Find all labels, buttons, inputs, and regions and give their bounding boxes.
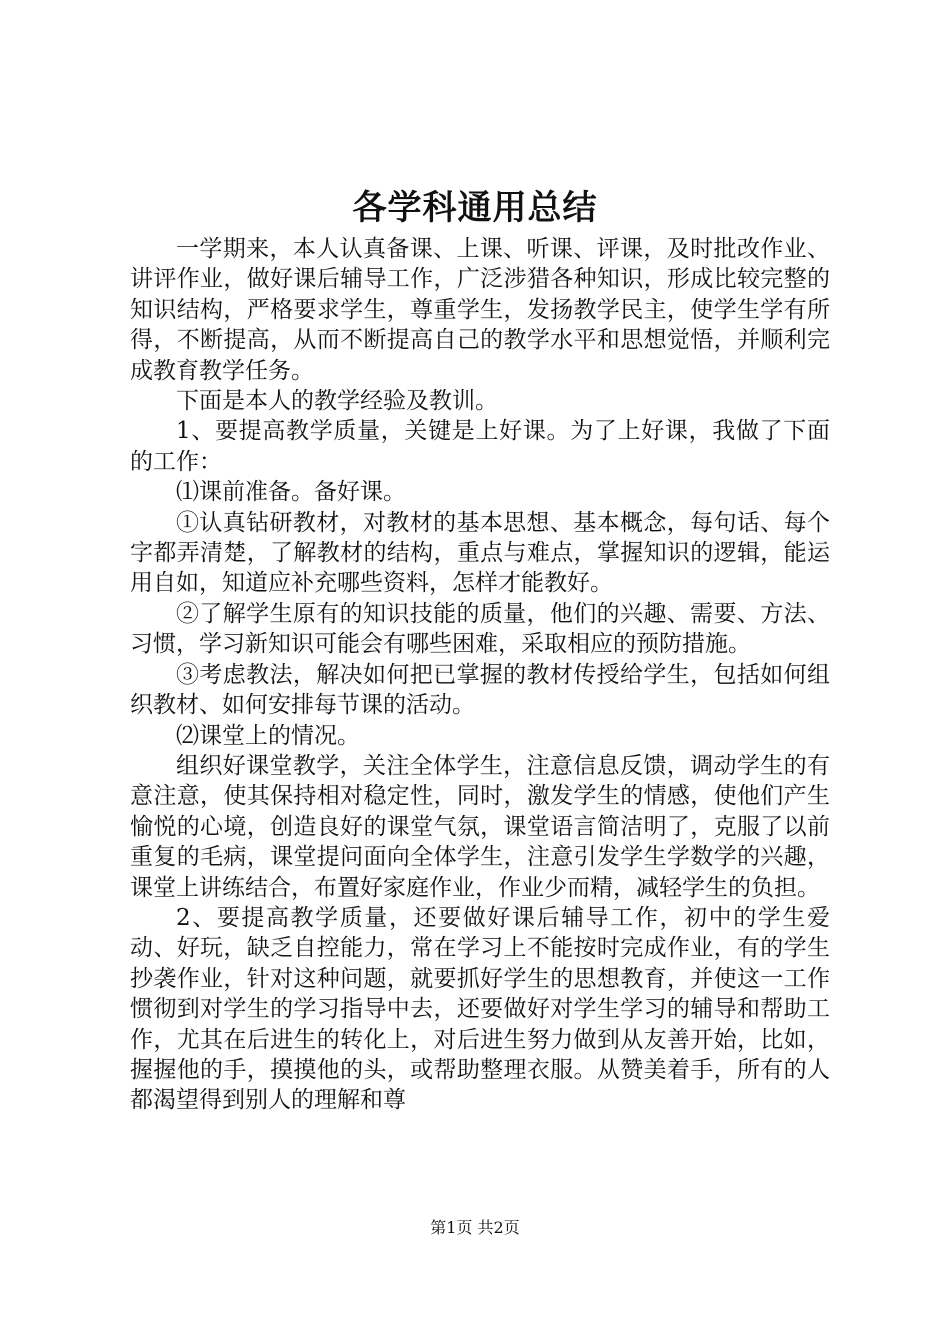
document-title: 各学科通用总结	[352, 188, 598, 228]
paragraph-lead: 下面是本人的教学经验及教训。	[176, 388, 498, 415]
paragraph-intro: 一学期来，本人认真备课、上课、听课、评课，及时批改作业、讲评作业，做好课后辅导工作，广泛涉猎各种知识，形成比较完整的知识结构，严格要求学生，尊重学生，发扬教学民主，使学生学有所得，不断提高，从而不断提高自己的教学水平和思想觉悟，并顺利完成教育教学任务。	[130, 236, 830, 384]
paragraph-item-1: ①认真钻研教材，对教材的基本思想、基本概念，每句话、每个字都弄清楚，了解教材的结构，重点与难点，掌握知识的逻辑，能运用自如，知道应补充哪些资料，怎样才能教好。	[130, 509, 830, 597]
page-footer: 第1页 共2页	[430, 1218, 520, 1237]
paragraph-item-2: ②了解学生原有的知识技能的质量，他们的兴趣、需要、方法、习惯，学习新知识可能会有哪些困难，采取相应的预防措施。	[130, 600, 830, 658]
paragraph-classroom: 组织好课堂教学，关注全体学生，注意信息反馈，调动学生的有意注意，使其保持相对稳定性，同时，激发学生的情感，使他们产生愉悦的心境，创造良好的课堂气氛，课堂语言简洁明了，克服了以前重复的毛病，课堂提问面向全体学生，注意引发学生学数学的兴趣，课堂上讲练结合，布置好家庭作业，作业少而精，减轻学生的负担。	[130, 752, 830, 901]
document-body	[130, 234, 830, 1116]
paragraph-point-2: 2、要提高教学质量，还要做好课后辅导工作，初中的学生爱动、好玩，缺乏自控能力，常在学习上不能按时完成作业，有的学生抄袭作业，针对这种问题，就要抓好学生的思想教育，并使这一工作惯彻到对学生的学习指导中去，还要做好对学生学习的辅导和帮助工作，尤其在后进生的转化上，对后进生努力做到从友善开始，比如，握握他的手，摸摸他的头，或帮助整理衣服。从赞美着手，所有的人都渴望得到别人的理解和尊	[130, 904, 830, 1114]
paragraph-point-1: 1、要提高教学质量，关键是上好课。为了上好课，我做了下面的工作：	[130, 418, 830, 475]
paragraph-subheading-2: ⑵课堂上的情况。	[176, 722, 360, 749]
paragraph-subheading-1: ⑴课前准备。备好课。	[176, 479, 406, 506]
paragraph-item-3: ③考虑教法，解决如何把已掌握的教材传授给学生，包括如何组织教材、如何安排每节课的活动。	[130, 661, 830, 719]
